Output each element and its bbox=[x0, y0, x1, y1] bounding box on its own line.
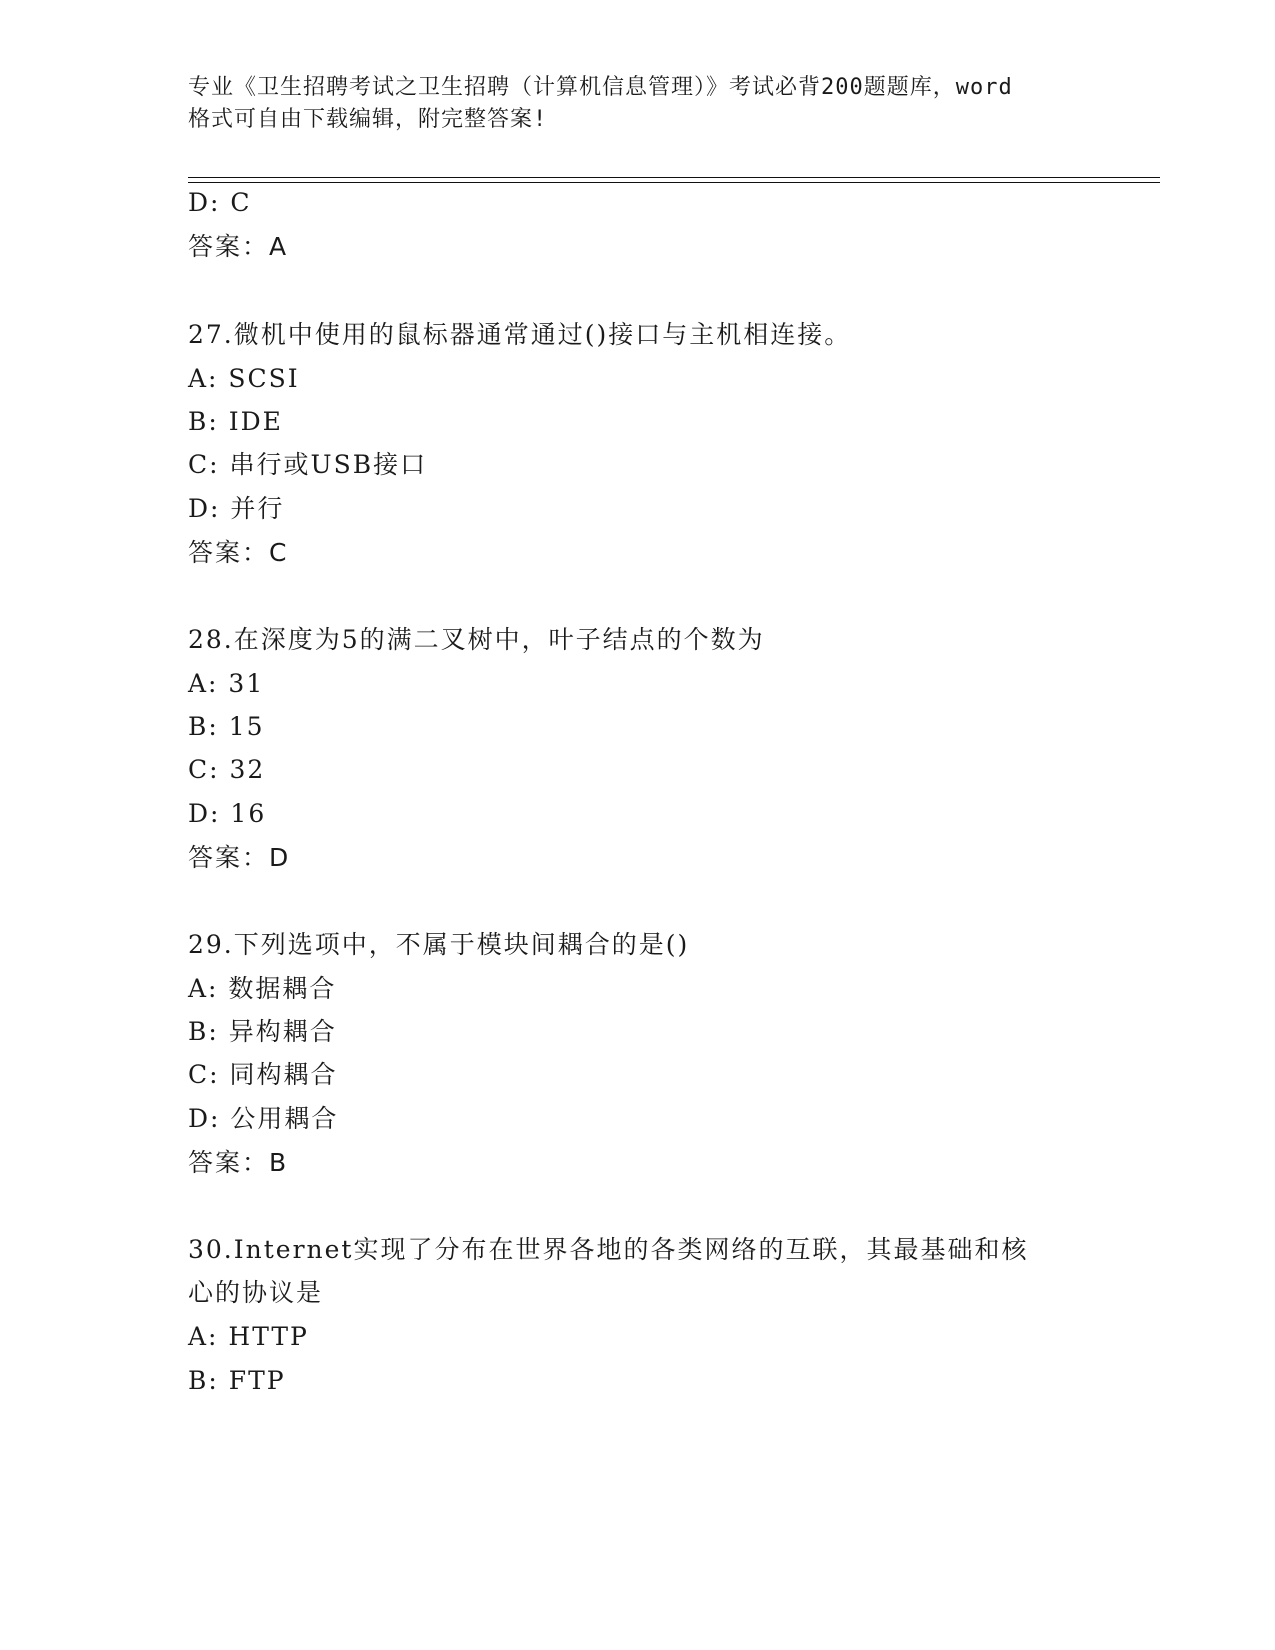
question-28-answer: 答案：D bbox=[188, 843, 291, 872]
question-29-option-d: D: 公用耦合 bbox=[188, 1104, 339, 1133]
question-29-option-c: C: 同构耦合 bbox=[188, 1060, 338, 1089]
question-30-option-b: B: FTP bbox=[188, 1366, 286, 1395]
header-divider-top bbox=[188, 177, 1160, 178]
question-27-option-c: C: 串行或USB接口 bbox=[188, 450, 428, 479]
question-28-option-a: A: 31 bbox=[188, 669, 265, 698]
question-27-stem: 27.微机中使用的鼠标器通常通过()接口与主机相连接。 bbox=[188, 320, 852, 349]
question-27-option-a: A: SCSI bbox=[188, 364, 300, 393]
question-28-option-b: B: 15 bbox=[188, 712, 265, 741]
document-header bbox=[188, 72, 1088, 136]
question-28-option-d: D: 16 bbox=[188, 799, 267, 828]
question-29-option-b: B: 异构耦合 bbox=[188, 1017, 337, 1046]
prev-option-d: D: C bbox=[188, 188, 252, 217]
question-27-option-b: B: IDE bbox=[188, 407, 283, 436]
question-27-answer: 答案：C bbox=[188, 538, 289, 567]
header-line-2: 格式可自由下载编辑，附完整答案! bbox=[188, 107, 548, 132]
question-27-option-d: D: 并行 bbox=[188, 494, 285, 523]
prev-answer: 答案：A bbox=[188, 232, 289, 261]
question-30-option-a: A: HTTP bbox=[188, 1322, 309, 1351]
header-divider-bottom bbox=[188, 182, 1160, 183]
question-29-stem: 29.下列选项中，不属于模块间耦合的是() bbox=[188, 930, 690, 959]
header-line-1: 专业《卫生招聘考试之卫生招聘（计算机信息管理）》考试必背200题题库，word bbox=[188, 75, 1013, 100]
question-28-option-c: C: 32 bbox=[188, 755, 266, 784]
question-29-answer: 答案：B bbox=[188, 1148, 289, 1177]
question-30-stem-line-1: 30.Internet实现了分布在世界各地的各类网络的互联，其最基础和核 bbox=[188, 1235, 1029, 1264]
question-29-option-a: A: 数据耦合 bbox=[188, 974, 337, 1003]
question-28-stem: 28.在深度为5的满二叉树中，叶子结点的个数为 bbox=[188, 625, 765, 654]
question-30-stem-line-2: 心的协议是 bbox=[188, 1278, 324, 1307]
